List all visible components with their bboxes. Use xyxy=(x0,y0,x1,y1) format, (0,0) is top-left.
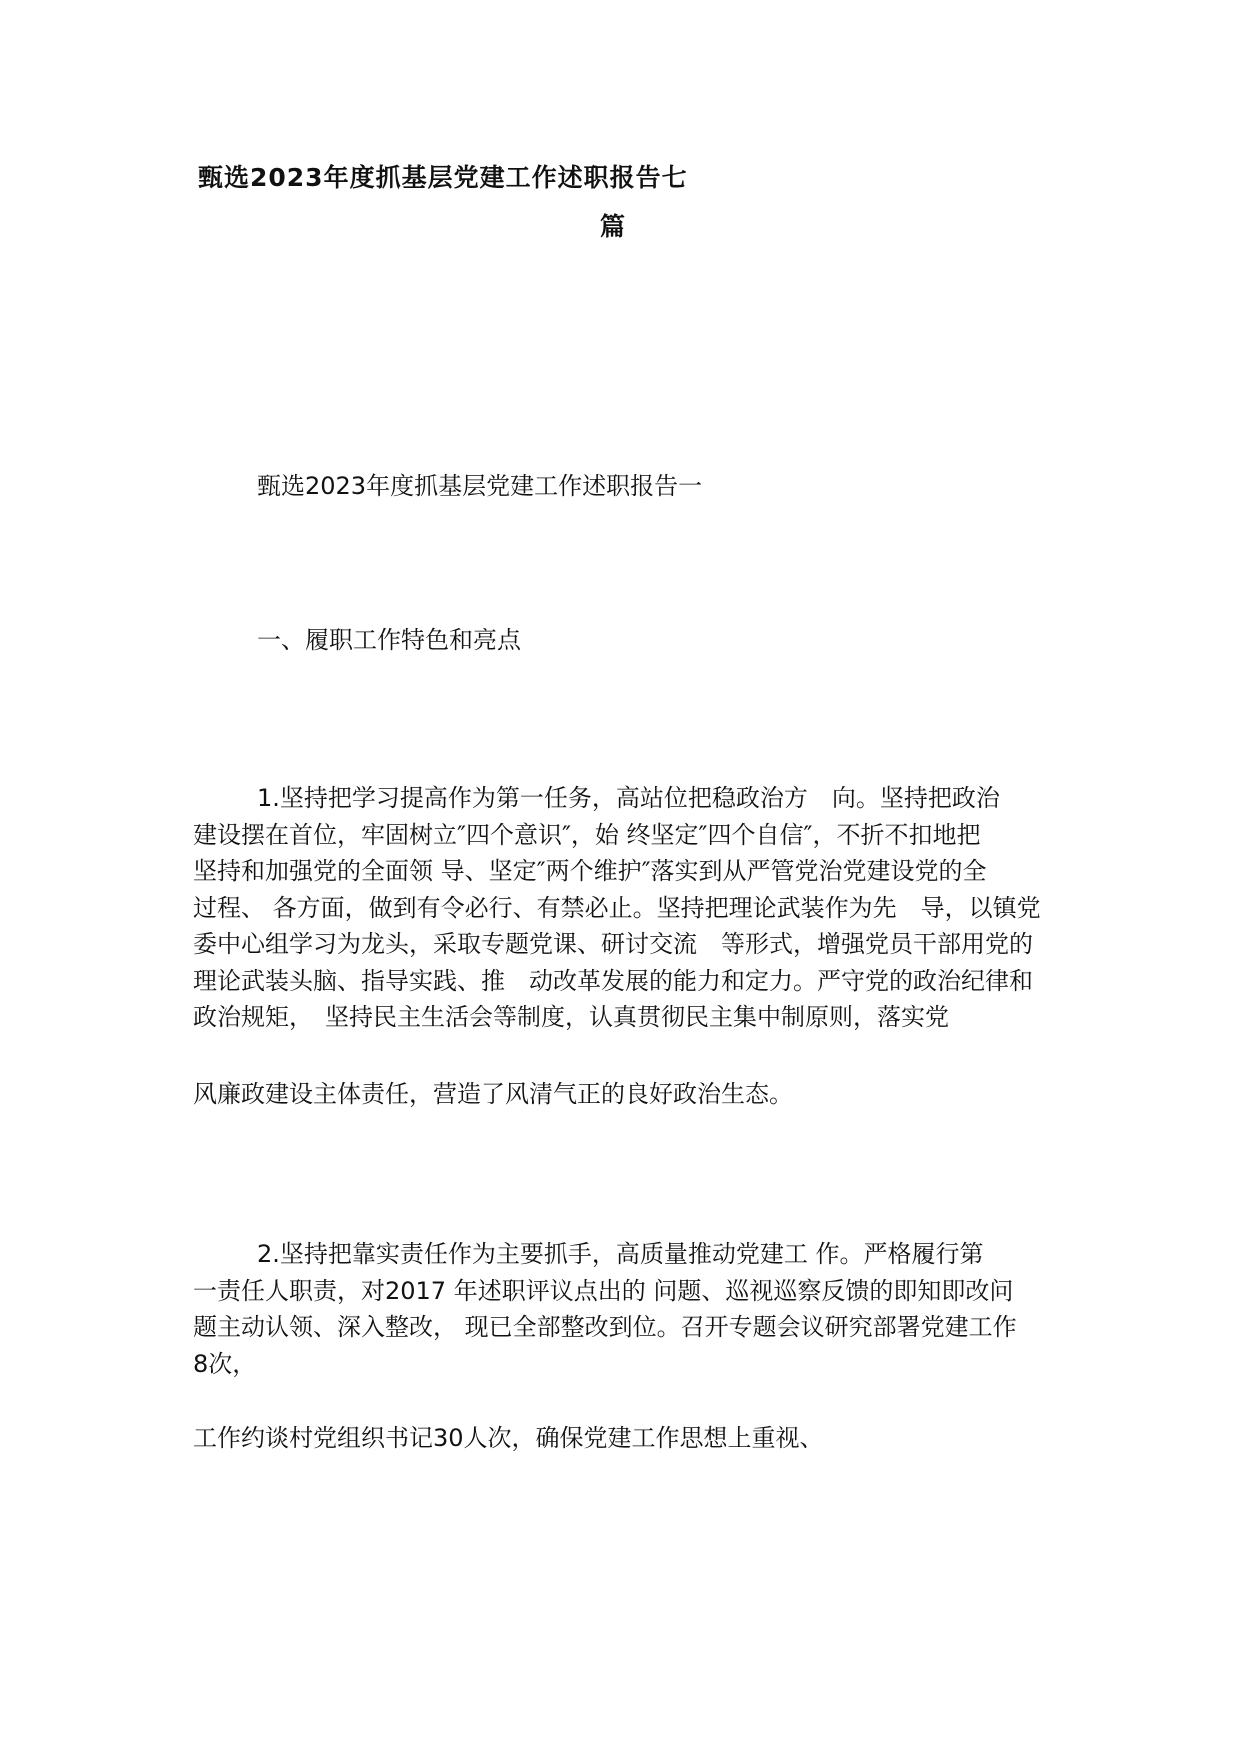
paragraph-1-line: 过程、 各方面，做到有令必行、有禁必止。坚持把理论武装作为先 导，以镇党 xyxy=(193,893,1041,922)
paragraph-1-line: 政治规矩， 坚持民主生活会等制度，认真贯彻民主集中制原则，落实党 xyxy=(193,1003,949,1031)
paragraph-1-line: 建设摆在首位，牢固树立″四个意识″，始 终坚定″四个自信″，不折不扣地把 xyxy=(193,820,981,849)
paragraph-2 xyxy=(193,1236,1073,1382)
paragraph-1-line: 理论武装头脑、指导实践、推 动改革发展的能力和定力。严守党的政治纪律和 xyxy=(193,966,1033,995)
document-title: 甄选2023年度抓基层党建工作述职报告七 xyxy=(198,163,688,192)
paragraph-1-line: 1.坚持把学习提高作为第一任务，高站位把稳政治方 向。坚持把政治 xyxy=(257,784,1000,812)
paragraph-2-tail: 工作约谈村党组织书记30人次，确保党建工作思想上重视、 xyxy=(193,1424,824,1452)
paragraph-1-line: 坚持和加强党的全面领 导、坚定″两个维护″落实到从严管党治党建设党的全 xyxy=(193,857,987,885)
report-subtitle: 甄选2023年度抓基层党建工作述职报告一 xyxy=(257,472,703,500)
paragraph-1-line: 委中心组学习为龙头，采取专题党课、研讨交流 等形式，增强党员干部用党的 xyxy=(193,930,1033,958)
paragraph-2-line: 8次， xyxy=(193,1349,257,1378)
paragraph-2-line: 一责任人职责，对2017 年述职评议点出的 问题、巡视巡察反馈的即知即改问 xyxy=(193,1276,1014,1305)
document-title-continuation: 篇 xyxy=(600,212,626,241)
paragraph-2-line: 2.坚持把靠实责任作为主要抓手，高质量推动党建工 作。严格履行第 xyxy=(257,1240,984,1268)
paragraph-1 xyxy=(193,780,1073,1036)
paragraph-2-line: 题主动认领、深入整改， 现已全部整改到位。召开专题会议研究部署党建工作 xyxy=(193,1313,1017,1341)
paragraph-1-tail: 风廉政建设主体责任，营造了风清气正的良好政治生态。 xyxy=(193,1080,793,1108)
section-heading: 一、履职工作特色和亮点 xyxy=(257,626,521,654)
